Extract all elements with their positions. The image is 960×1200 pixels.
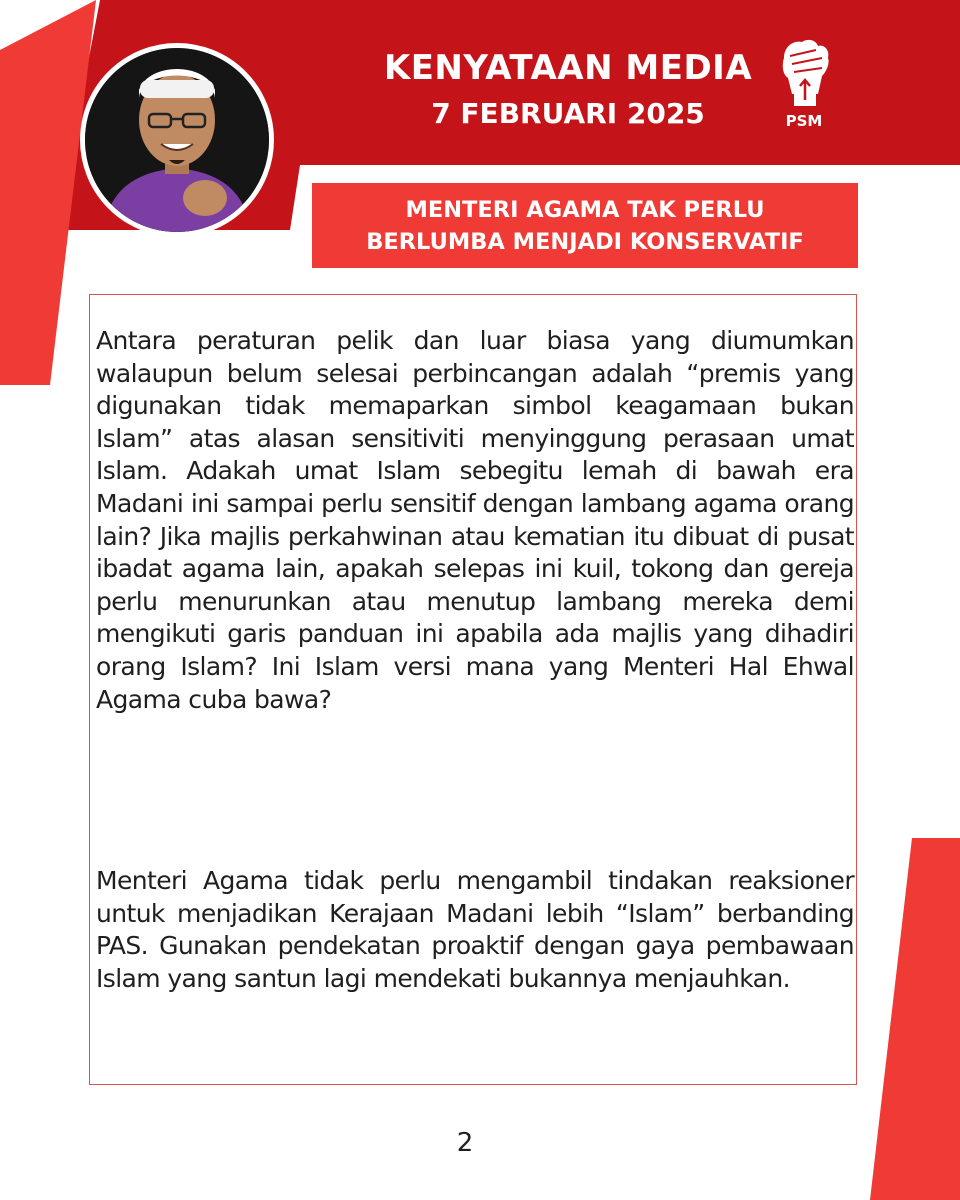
- spokesperson-photo: [80, 43, 274, 237]
- headline-line-2: BERLUMBA MENJADI KONSERVATIF: [366, 228, 804, 255]
- header-date: 7 FEBRUARI 2025: [431, 97, 705, 130]
- right-stripe: [870, 838, 960, 1200]
- page-number: 2: [456, 1128, 474, 1158]
- paragraph-1: Antara peraturan pelik dan luar biasa yang diumumkan walaupun belum selesai perbincangan adalah “premis yang digunakan tidak memaparkan simbol keagamaan bukan Islam” atas alasan sensitiviti menyinggung perasaan umat Islam. Adakah umat Islam sebegitu lemah di bawah era Madani ini sampai perlu sensitif dengan lambang agama orang lain? Jika majlis perkahwinan atau kematian itu dibuat di pusat ibadat agama lain, apakah selepas ini kuil, tokong dan gereja perlu menurunkan atau menutup lambang mereka demi mengikuti garis panduan ini apabila ada majlis yang dihadiri orang Islam? Ini Islam versi mana yang Menteri Hal Ehwal Agama cuba bawa?: [96, 326, 854, 714]
- logo-text: PSM: [785, 112, 823, 130]
- statement-body: [89, 294, 857, 1085]
- raised-fist-icon: [783, 40, 829, 106]
- psm-logo: [772, 34, 836, 134]
- header-title: KENYATAAN MEDIA: [383, 48, 753, 88]
- headline-banner: [312, 183, 858, 268]
- paragraph-2: Menteri Agama tidak perlu mengambil tindakan reaksioner untuk menjadikan Kerajaan Madani lebih “Islam” berbanding PAS. Gunakan pendekatan proaktif dengan gaya pembawaan Islam yang santun lagi mendekati bukannya menjauhkan.: [96, 866, 854, 993]
- headline-line-1: MENTERI AGAMA TAK PERLU: [405, 196, 765, 223]
